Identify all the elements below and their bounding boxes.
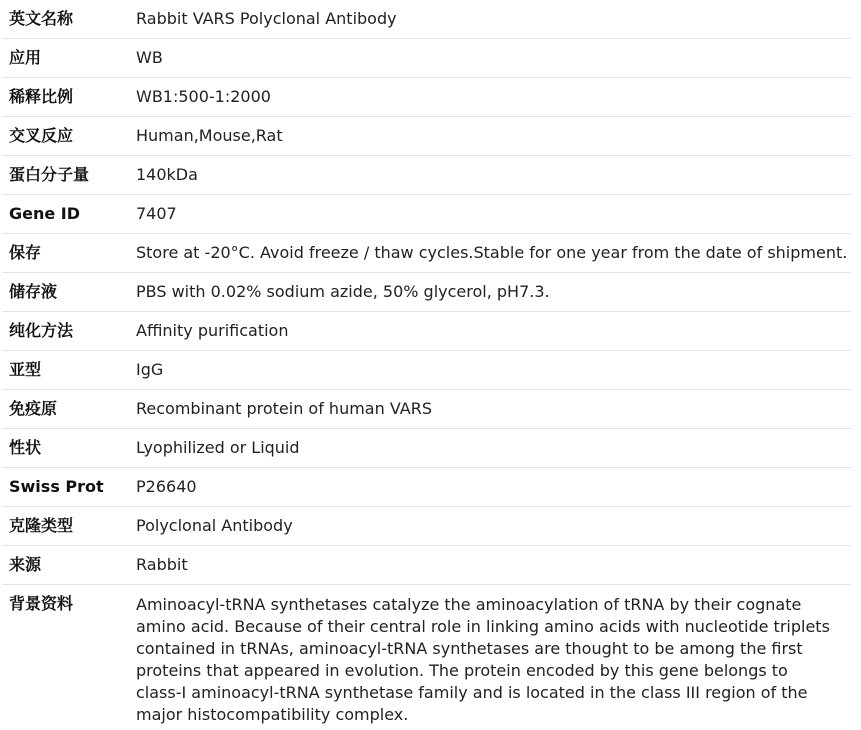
spec-value: WB bbox=[129, 39, 851, 78]
spec-label: 交叉反应 bbox=[2, 117, 129, 156]
spec-row-purification bbox=[2, 312, 851, 351]
spec-row-background bbox=[2, 585, 851, 730]
spec-row-host bbox=[2, 546, 851, 585]
spec-value: Store at -20°C. Avoid freeze / thaw cycles.Stable for one year from the date of shipment. bbox=[129, 234, 851, 273]
spec-value: Rabbit VARS Polyclonal Antibody bbox=[129, 0, 851, 39]
spec-label: 稀释比例 bbox=[2, 78, 129, 117]
spec-label: 应用 bbox=[2, 39, 129, 78]
spec-value: Lyophilized or Liquid bbox=[129, 429, 851, 468]
spec-label: Gene ID bbox=[2, 195, 129, 234]
spec-row-english-name bbox=[2, 0, 851, 39]
spec-value: Aminoacyl-tRNA synthetases catalyze the aminoacylation of tRNA by their cognate amino acid. Because of their central role in linking amino acids with nucleotide triplets contained in tRNAs, aminoacyl-tRNA synthetases are thought to be among the first proteins that appeared in evolution. The protein encoded by this gene belongs to class-I aminoacyl-tRNA synthetase family and is located in the class III region of the major histocompatibility complex. bbox=[129, 585, 851, 730]
spec-row-buffer bbox=[2, 273, 851, 312]
spec-label: 英文名称 bbox=[2, 0, 129, 39]
product-spec-table bbox=[2, 0, 851, 730]
spec-value: PBS with 0.02% sodium azide, 50% glycerol, pH7.3. bbox=[129, 273, 851, 312]
spec-row-dilution bbox=[2, 78, 851, 117]
spec-label: 储存液 bbox=[2, 273, 129, 312]
spec-row-gene-id bbox=[2, 195, 851, 234]
spec-row-clonality bbox=[2, 507, 851, 546]
spec-row-swiss-prot bbox=[2, 468, 851, 507]
spec-label: 免疫原 bbox=[2, 390, 129, 429]
spec-value: WB1:500-1:2000 bbox=[129, 78, 851, 117]
spec-value: Recombinant protein of human VARS bbox=[129, 390, 851, 429]
spec-value: P26640 bbox=[129, 468, 851, 507]
spec-label: Swiss Prot bbox=[2, 468, 129, 507]
spec-label: 性状 bbox=[2, 429, 129, 468]
spec-label: 背景资料 bbox=[2, 585, 129, 730]
spec-value: 140kDa bbox=[129, 156, 851, 195]
spec-value: IgG bbox=[129, 351, 851, 390]
spec-row-storage bbox=[2, 234, 851, 273]
spec-label: 亚型 bbox=[2, 351, 129, 390]
spec-label: 保存 bbox=[2, 234, 129, 273]
spec-label: 克隆类型 bbox=[2, 507, 129, 546]
spec-value: Human,Mouse,Rat bbox=[129, 117, 851, 156]
spec-row-isotype bbox=[2, 351, 851, 390]
spec-value: 7407 bbox=[129, 195, 851, 234]
spec-label: 来源 bbox=[2, 546, 129, 585]
spec-label: 纯化方法 bbox=[2, 312, 129, 351]
spec-row-immunogen bbox=[2, 390, 851, 429]
spec-row-reactivity bbox=[2, 117, 851, 156]
spec-row-molecular-weight bbox=[2, 156, 851, 195]
spec-value: Polyclonal Antibody bbox=[129, 507, 851, 546]
spec-row-application bbox=[2, 39, 851, 78]
spec-value: Rabbit bbox=[129, 546, 851, 585]
spec-label: 蛋白分子量 bbox=[2, 156, 129, 195]
spec-value: Affinity purification bbox=[129, 312, 851, 351]
spec-row-form bbox=[2, 429, 851, 468]
